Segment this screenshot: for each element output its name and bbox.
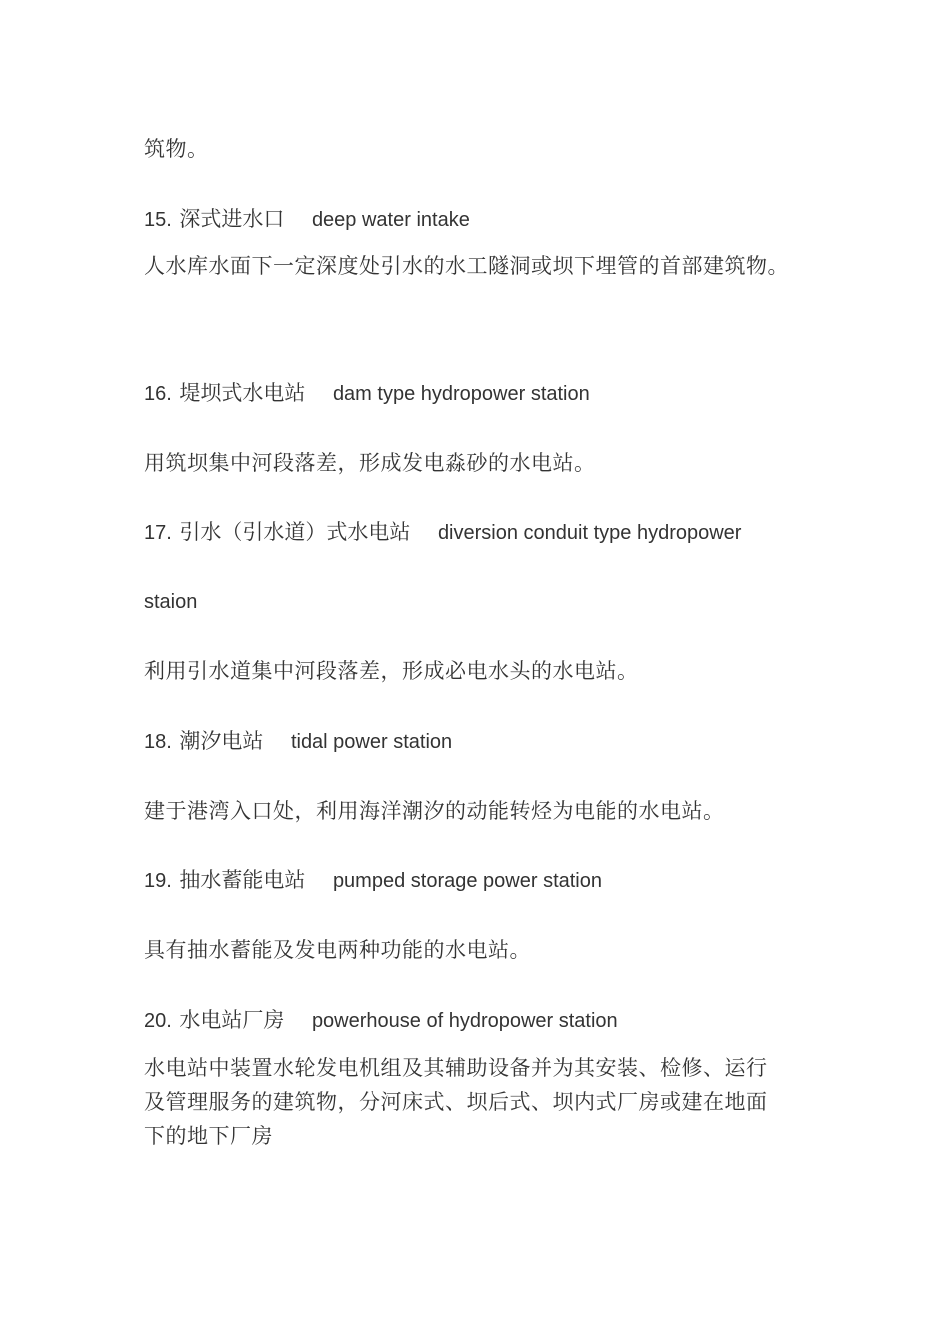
term-english: deep water intake bbox=[311, 209, 470, 231]
term-definition-19: 具有抽水蓄能及发电两种功能的水电站。 bbox=[144, 938, 531, 962]
term-definition-20-line-2: 及管理服务的建筑物，分河床式、坝后式、坝内式厂房或建在地面 bbox=[144, 1090, 768, 1114]
term-heading-17 bbox=[144, 516, 741, 549]
term-heading-16 bbox=[144, 377, 590, 410]
term-definition-18: 建于港湾入口处，利用海洋潮汐的动能转烃为电能的水电站。 bbox=[144, 799, 725, 823]
term-definition-20-line-3: 下的地下厂房 bbox=[144, 1124, 273, 1148]
term-english: pumped storage power station bbox=[332, 870, 602, 892]
term-number: 17. bbox=[144, 522, 172, 544]
term-number: 19. bbox=[144, 870, 172, 892]
term-chinese: 潮汐电站 bbox=[179, 729, 264, 753]
continuation-text: 筑物。 bbox=[144, 137, 209, 161]
term-english: tidal power station bbox=[290, 731, 453, 753]
term-english: dam type hydropower station bbox=[332, 383, 590, 405]
term-chinese: 水电站厂房 bbox=[179, 1008, 285, 1032]
term-heading-19 bbox=[144, 864, 602, 897]
term-chinese: 堤坝式水电站 bbox=[179, 381, 306, 405]
term-chinese: 引水（引水道）式水电站 bbox=[179, 520, 411, 544]
term-number: 18. bbox=[144, 731, 172, 753]
term-english: powerhouse of hydropower station bbox=[311, 1010, 618, 1032]
term-chinese: 抽水蓄能电站 bbox=[179, 868, 306, 892]
term-heading-15 bbox=[144, 203, 470, 236]
term-chinese: 深式进水口 bbox=[179, 207, 285, 231]
term-number: 15. bbox=[144, 209, 172, 231]
term-definition-17: 利用引水道集中河段落差，形成必电水头的水电站。 bbox=[144, 659, 639, 683]
term-definition-15: 人水库水面下一定深度处引水的水工隧洞或坝下埋管的首部建筑物。 bbox=[144, 254, 789, 278]
term-number: 20. bbox=[144, 1010, 172, 1032]
term-heading-20 bbox=[144, 1004, 618, 1037]
term-definition-20-line-1: 水电站中装置水轮发电机组及其辅助设备并为其安装、检修、运行 bbox=[144, 1056, 768, 1080]
term-number: 16. bbox=[144, 383, 172, 405]
term-english: diversion conduit type hydropower bbox=[437, 522, 742, 544]
term-english-continuation-17: staion bbox=[144, 591, 198, 613]
term-definition-16: 用筑坝集中河段落差，形成发电淼砂的水电站。 bbox=[144, 451, 596, 475]
term-heading-18 bbox=[144, 725, 452, 758]
